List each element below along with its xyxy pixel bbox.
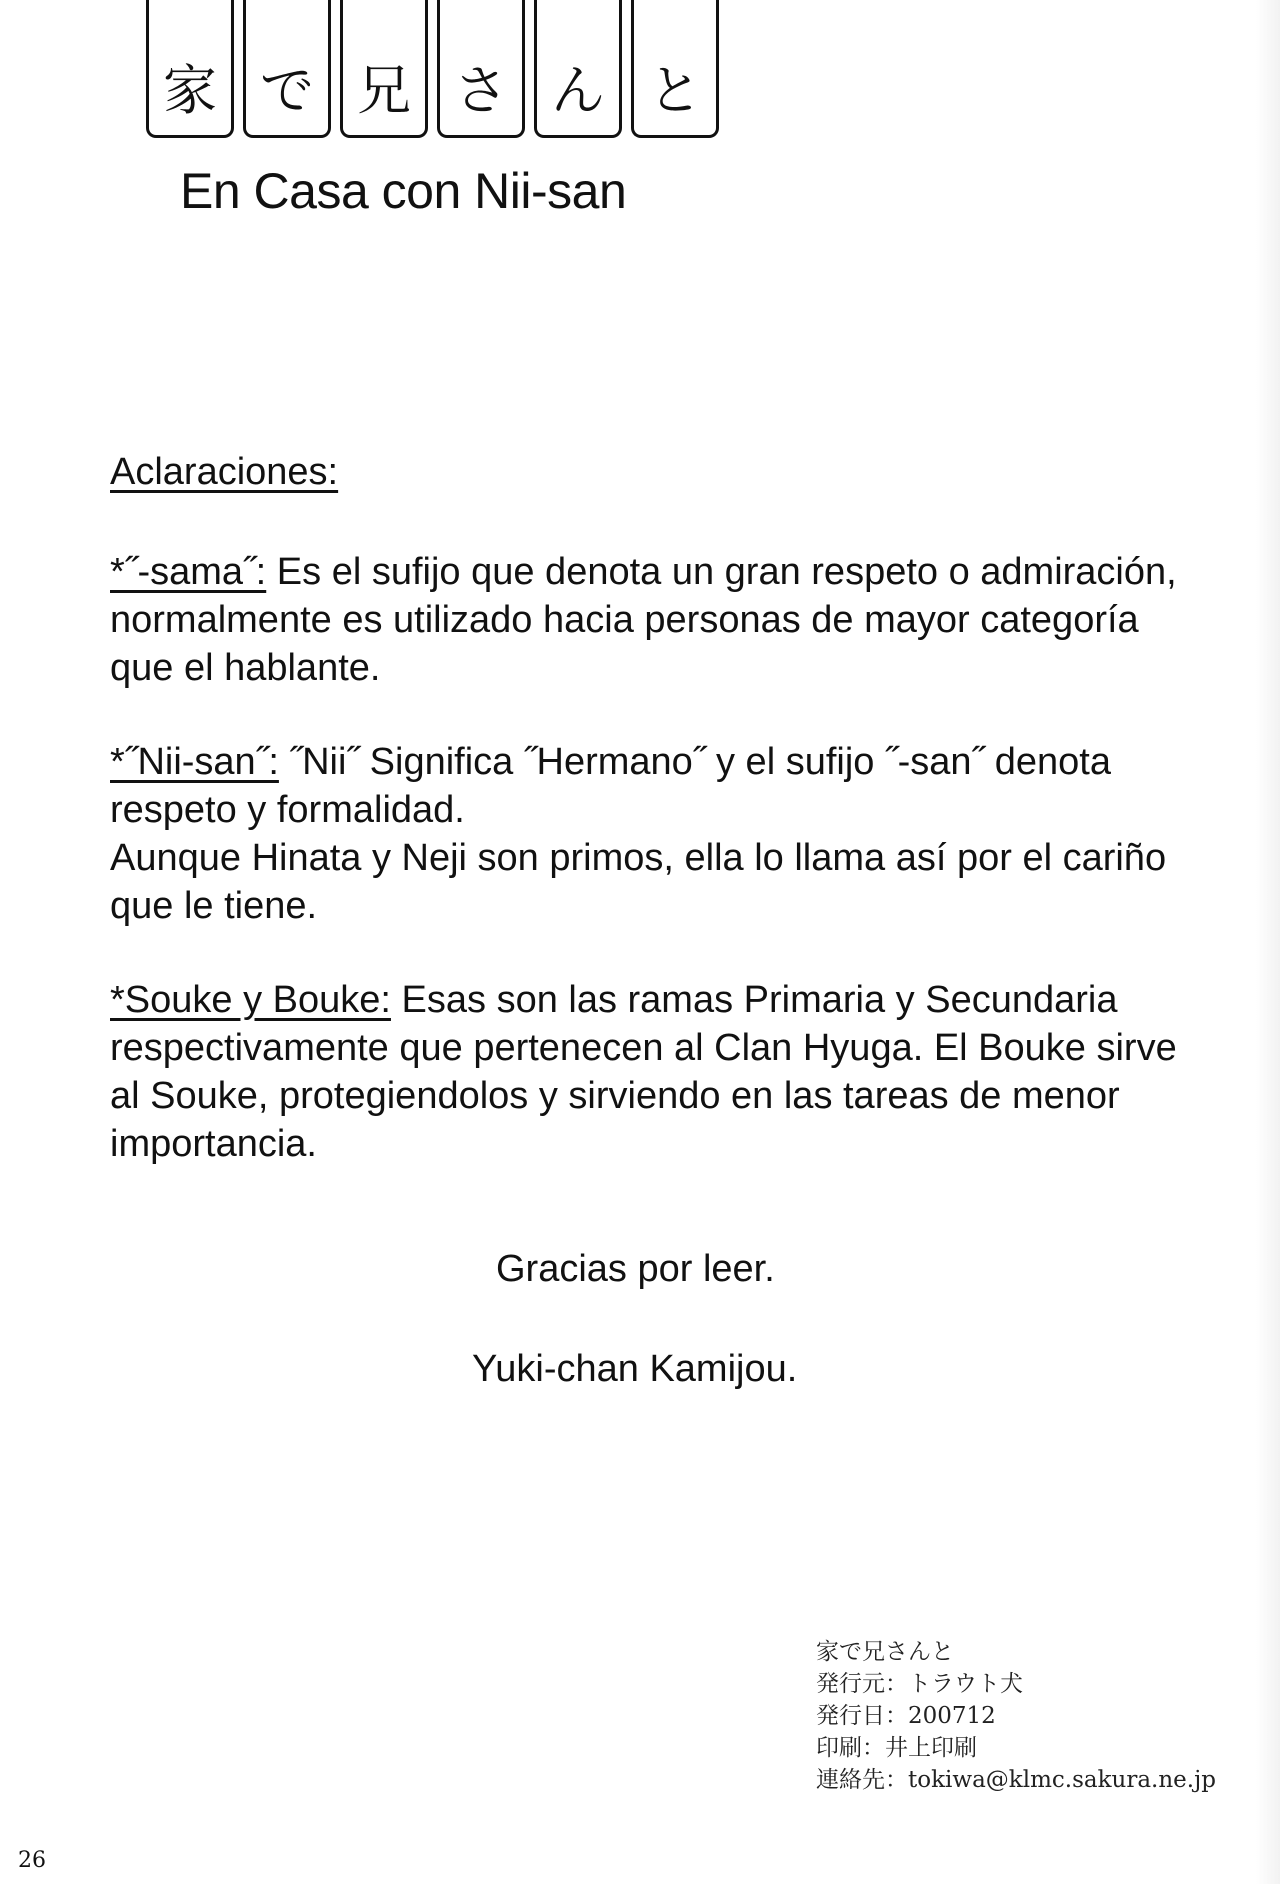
colophon-line: 発行元：トラウト犬	[816, 1671, 1023, 1697]
note-souke-bouke	[110, 976, 1190, 1168]
page-subtitle: En Casa con Nii-san	[180, 163, 627, 219]
thanks-text: Gracias por leer.	[496, 1248, 775, 1290]
note-extra: Aunque Hinata y Neji son primos, ella lo llama así por el cariño que le tiene.	[110, 837, 1167, 927]
note-term: *Souke y Bouke:	[110, 979, 391, 1021]
title-kana-box	[146, 0, 234, 138]
title-kana-box	[437, 0, 525, 138]
note-text: Es el sufijo que denota un gran respeto o admiración, normalmente es utilizado hacia personas de mayor categoría que el hablante.	[110, 551, 1177, 689]
page-number: 26	[18, 1848, 46, 1873]
clarifications-section	[110, 448, 1190, 1214]
title-kana-box	[534, 0, 622, 138]
title-kana-char: さ	[454, 59, 508, 122]
colophon-line: 連絡先：tokiwa@klmc.sakura.ne.jp	[816, 1767, 1216, 1793]
title-kana-char: ん	[551, 59, 605, 122]
title-kana-boxes	[146, 0, 719, 142]
title-kana-box	[631, 0, 719, 138]
note-term: *˝-sama˝:	[110, 551, 267, 593]
title-kana-char: で	[260, 59, 314, 122]
colophon-line: 家で兄さんと	[816, 1639, 954, 1665]
colophon-line: 発行日：200712	[816, 1703, 996, 1729]
colophon-line: 印刷：井上印刷	[816, 1735, 977, 1761]
section-heading: Aclaraciones:	[110, 451, 339, 493]
page-edge-shadow	[1256, 0, 1280, 1884]
title-kana-char: 家	[163, 59, 217, 122]
title-kana-char: 兄	[357, 59, 411, 122]
note-text: Esas son las ramas Primaria y Secundaria respectivamente que pertenecen al Clan Hyuga. El Bouke sirve al Souke, protegiendolos y sirviendo en las tareas de menor importancia.	[110, 979, 1177, 1165]
note-term: *˝Nii-san˝:	[110, 741, 279, 783]
author-signature: Yuki-chan Kamijou.	[472, 1348, 798, 1390]
title-kana-box	[243, 0, 331, 138]
title-kana-box	[340, 0, 428, 138]
note-nii-san	[110, 738, 1190, 930]
note-text: ˝Nii˝ Significa ˝Hermano˝ y el sufijo ˝-san˝ denota respeto y formalidad.	[110, 741, 1111, 831]
note-sama	[110, 548, 1190, 692]
colophon	[816, 1636, 1216, 1796]
title-kana-char: と	[648, 59, 702, 122]
